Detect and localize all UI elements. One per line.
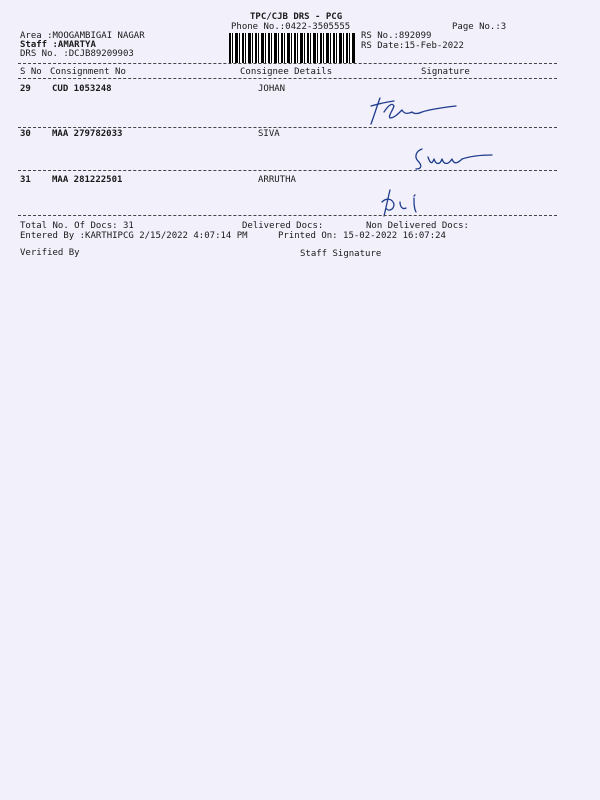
delivered-docs: Delivered Docs: bbox=[242, 221, 324, 231]
staff-signature-label: Staff Signature bbox=[300, 249, 382, 259]
area-label: Area :MOOGAMBIGAI NAGAR bbox=[20, 31, 145, 41]
row-consignment: MAA 281222501 bbox=[52, 175, 123, 185]
row-sno: 30 bbox=[20, 129, 31, 139]
row-consignment: CUD 1053248 bbox=[52, 84, 112, 94]
column-header-sno: S No bbox=[20, 67, 42, 77]
page-number: Page No.:3 bbox=[452, 22, 507, 32]
drs-number: DRS No. :DCJB89209903 bbox=[20, 49, 134, 59]
divider bbox=[18, 78, 557, 79]
verified-by: Verified By bbox=[20, 248, 80, 258]
row-consignment: MAA 279782033 bbox=[52, 129, 123, 139]
column-header-signature: Signature bbox=[421, 67, 470, 77]
non-delivered-docs: Non Delivered Docs: bbox=[366, 221, 469, 231]
entered-by: Entered By :KARTHIPCG 2/15/2022 4:07:14 PM bbox=[20, 231, 248, 241]
printed-on: Printed On: 15-02-2022 16:07:24 bbox=[278, 231, 446, 241]
column-header-consignment: Consignment No bbox=[50, 67, 126, 77]
divider bbox=[18, 215, 557, 216]
barcode bbox=[229, 33, 355, 63]
row-sno: 31 bbox=[20, 175, 31, 185]
row-consignee: JOHAN bbox=[258, 84, 286, 94]
rs-date: RS Date:15-Feb-2022 bbox=[361, 41, 464, 51]
signature bbox=[368, 92, 468, 128]
document-title: TPC/CJB DRS - PCG bbox=[250, 12, 343, 22]
divider bbox=[18, 63, 557, 64]
row-consignee: ARRUTHA bbox=[258, 175, 296, 185]
total-docs: Total No. Of Docs: 31 bbox=[20, 221, 134, 231]
phone-number: Phone No.:0422-3505555 bbox=[231, 22, 351, 32]
row-consignee: SIVA bbox=[258, 129, 280, 139]
column-header-consignee: Consignee Details bbox=[240, 67, 333, 77]
row-sno: 29 bbox=[20, 84, 31, 94]
signature bbox=[412, 145, 502, 173]
divider bbox=[18, 127, 557, 128]
staff-label: Staff :AMARTYA bbox=[20, 40, 96, 50]
rs-number: RS No.:892099 bbox=[361, 31, 432, 41]
divider bbox=[18, 170, 557, 171]
